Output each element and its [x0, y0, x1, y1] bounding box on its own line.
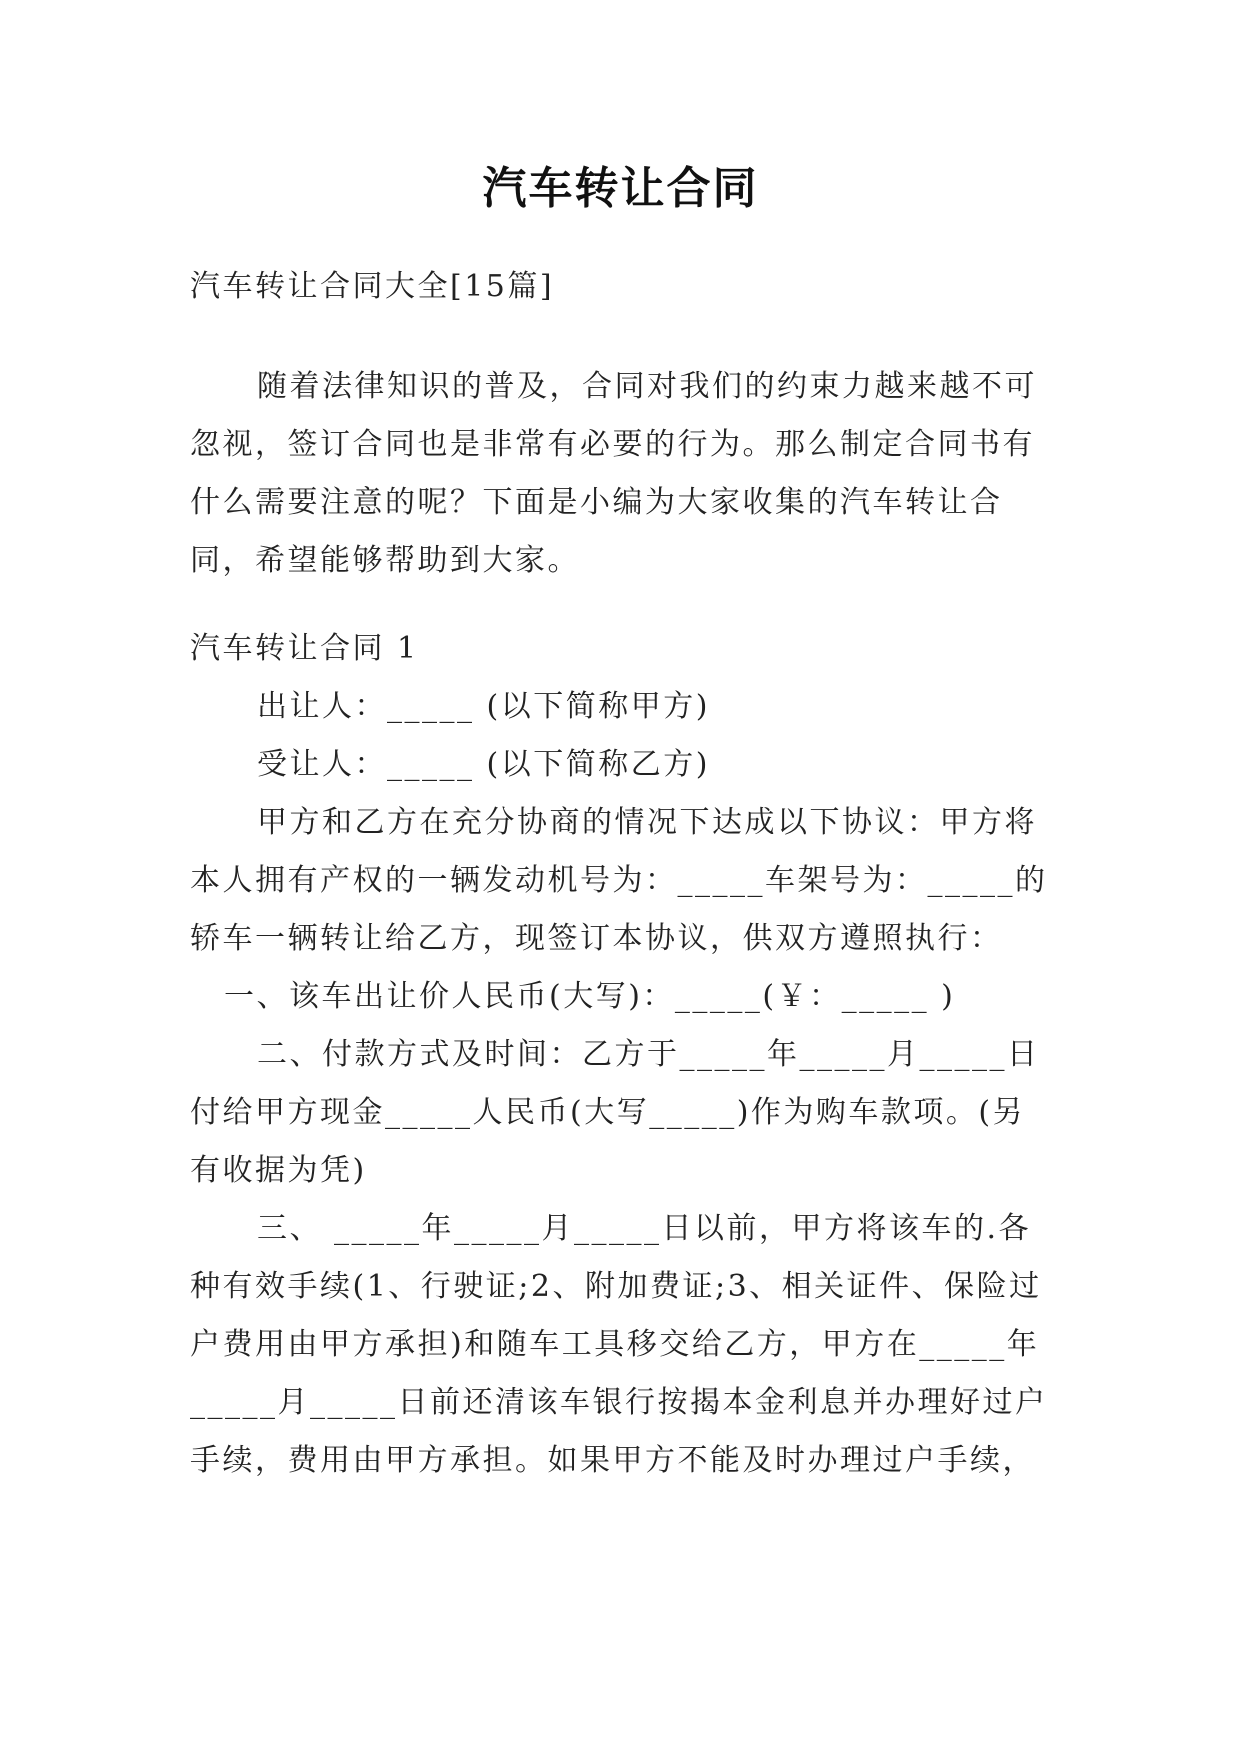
transferee-line: 受让人：_____ (以下简称乙方) [257, 747, 710, 782]
clause-2-line: 付给甲方现金_____人民币(大写_____)作为购车款项。(另 [190, 1095, 1026, 1130]
agreement-line: 甲方和乙方在充分协商的情况下达成以下协议：甲方将 [257, 805, 1037, 840]
intro-line: 忽视，签订合同也是非常有必要的行为。那么制定合同书有 [190, 427, 1035, 462]
document-subtitle [190, 258, 1050, 316]
section-heading: 汽车转让合同 1 [190, 631, 419, 666]
clause-3-line: _____月_____日前还清该车银行按揭本金利息并办理好过户 [190, 1385, 1048, 1420]
document-title: 汽车转让合同 [482, 163, 759, 214]
transferor-line: 出让人：_____ (以下简称甲方) [257, 689, 710, 724]
clause-3-line: 户费用由甲方承担)和随车工具移交给乙方，甲方在_____年 [190, 1327, 1040, 1362]
intro-paragraph [190, 358, 1050, 590]
subtitle-line: 汽车转让合同大全[15篇] [190, 269, 555, 304]
section-1 [190, 620, 1050, 1490]
clause-1: 一、该车出让价人民币(大写)：_____(￥：_____ ) [224, 979, 956, 1014]
intro-line: 随着法律知识的普及，合同对我们的约束力越来越不可 [257, 369, 1037, 404]
intro-line: 同，希望能够帮助到大家。 [190, 543, 580, 578]
intro-line: 什么需要注意的呢？下面是小编为大家收集的汽车转让合 [190, 485, 1003, 520]
clause-3-line: 三、 _____年_____月_____日以前，甲方将该车的.各 [257, 1211, 1032, 1246]
clause-3-line: 手续，费用由甲方承担。如果甲方不能及时办理过户手续， [190, 1443, 1035, 1478]
clause-2-line: 有收据为凭) [190, 1153, 367, 1188]
agreement-line: 本人拥有产权的一辆发动机号为：_____车架号为：_____的 [190, 863, 1048, 898]
agreement-line: 轿车一辆转让给乙方，现签订本协议，供双方遵照执行： [190, 921, 1003, 956]
clause-3-line: 种有效手续(1、行驶证;2、附加费证;3、相关证件、保险过 [190, 1269, 1042, 1304]
clause-2-line: 二、付款方式及时间：乙方于_____年_____月_____日 [257, 1037, 1040, 1072]
